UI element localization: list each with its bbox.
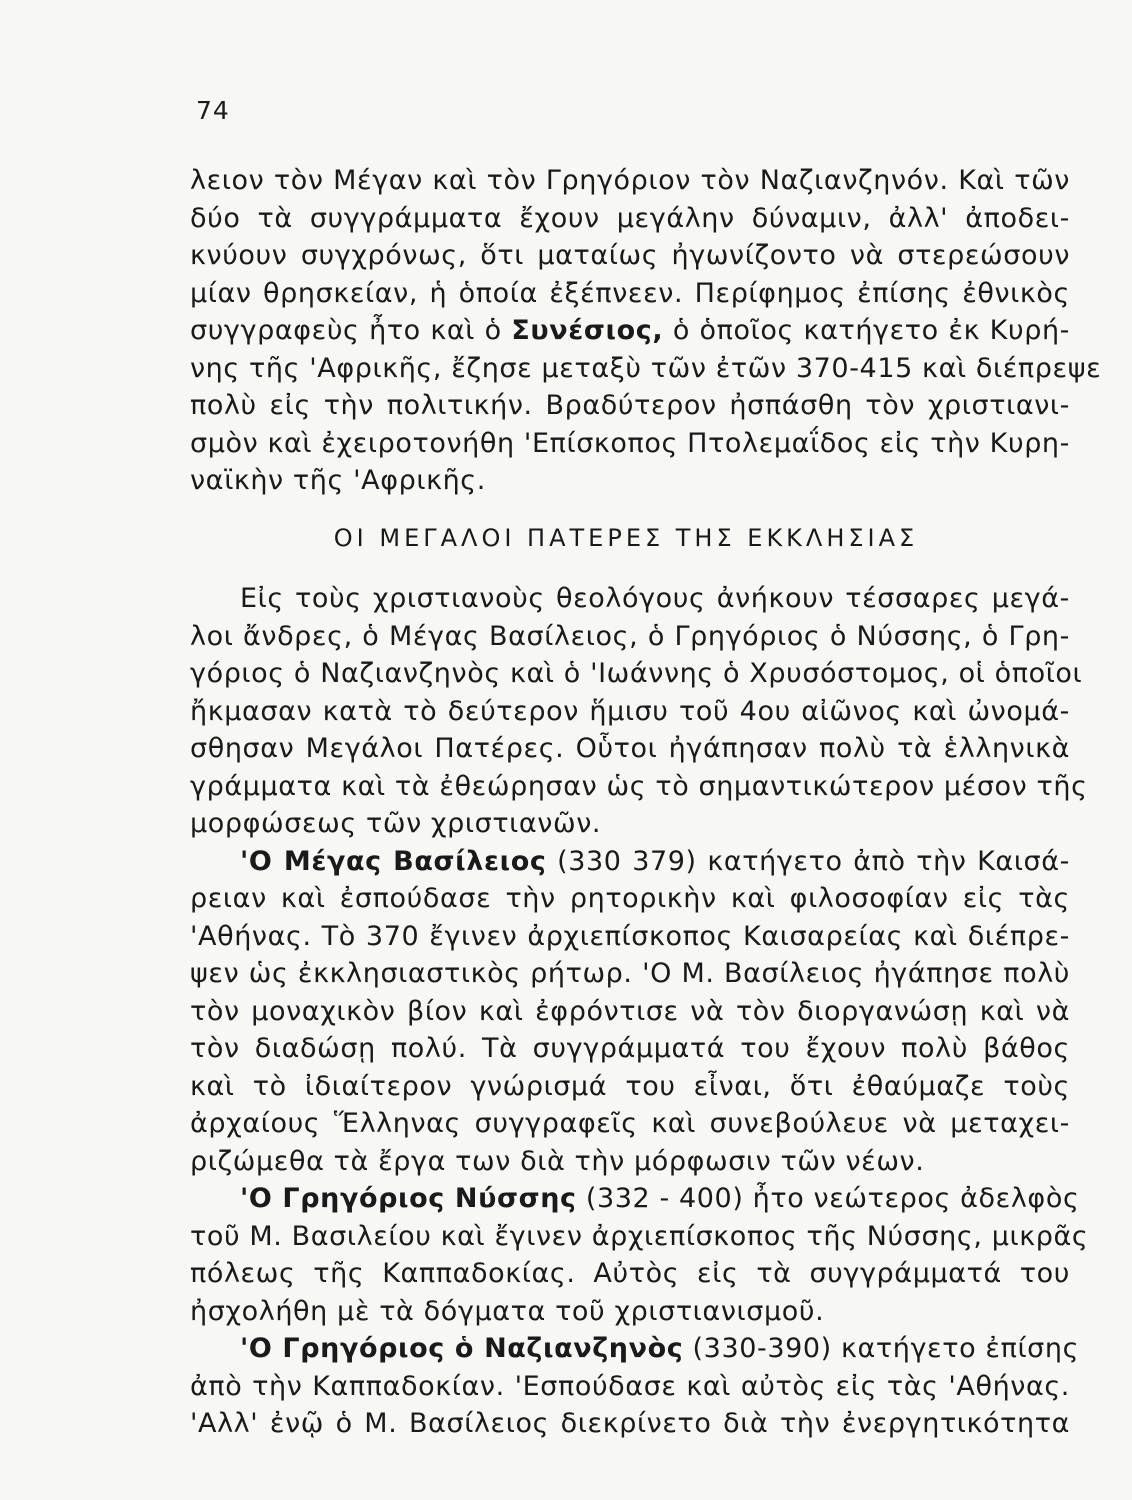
text-fragment: συγγραφεὺς ἦτο καὶ ὁ xyxy=(190,315,502,346)
text-line: λοι ἄνδρες, ὁ Μέγας Βασίλειος, ὁ Γρηγόριος ὁ Νύσσης, ὁ Γρη- xyxy=(190,620,1070,652)
text-fragment: (332 - 400) ἦτο νεώτερος ἀδελφὸς xyxy=(585,1183,1080,1214)
text-line: ρειαν καὶ ἐσπούδασε τὴν ρητορικὴν καὶ φιλοσοφίαν εἰς τὰς xyxy=(190,883,1070,914)
text-line: καὶ τὸ ἰδιαίτερον γνώρισμά του εἶναι, ὅτι ἐθαύμαζε τοὺς xyxy=(190,1070,1070,1102)
text-line: πολὺ εἰς τὴν πολιτικήν. Βραδύτερον ἠσπάσθη τὸν χριστιανι- xyxy=(190,390,1070,421)
intro-paragraph xyxy=(190,162,1102,500)
text-line: ψεν ὡς ἐκκλησιαστικὸς ρήτωρ. 'Ο Μ. Βασίλειος ἠγάπησε πολὺ xyxy=(190,958,1070,989)
text-line: δύο τὰ συγγράμματα ἔχουν μεγάλην δύναμιν, ἀλλ' ἀποδει- xyxy=(190,202,1070,234)
text-line: μορφώσεως τῶν χριστιανῶν. xyxy=(190,808,602,839)
page-number: 74 xyxy=(196,96,230,125)
text-line: ριζώμεθα τὰ ἔργα των διὰ τὴν μόρφωσιν τῶν νέων. xyxy=(190,1145,925,1177)
section-heading: ΟΙ ΜΕΓΑΛΟΙ ΠΑΤΕΡΕΣ ΤΗΣ ΕΚΚΛΗΣΙΑΣ xyxy=(333,524,919,552)
bold-name-nazianzen: 'Ο Γρηγόριος ὁ Ναζιανζηνὸς xyxy=(240,1333,684,1364)
text-line: ἠσχολήθη μὲ τὰ δόγματα τοῦ χριστιανισμοῦ. xyxy=(190,1295,825,1327)
text-line: σμὸν καὶ ἐχειροτονήθη 'Επίσκοπος Πτολεμαΐδος εἰς τὴν Κυρη- xyxy=(190,427,1070,459)
text-line: πόλεως τῆς Καππαδοκίας. Αὐτὸς εἰς τὰ συγγράμματά του xyxy=(190,1258,1070,1289)
bold-name-nyssa: 'Ο Γρηγόριος Νύσσης xyxy=(240,1183,577,1214)
text-line: Εἰς τοὺς χριστιανοὺς θεολόγους ἀνήκουν τέσσαρες μεγά- xyxy=(240,583,1070,614)
text-line: κνύουν συγχρόνως, ὅτι ματαίως ἠγωνίζοντο νὰ στερεώσουν xyxy=(190,240,1070,271)
text-line: τοῦ Μ. Βασιλείου καὶ ἔγινεν ἀρχιεπίσκοπος τῆς Νύσσης, μικρᾶς xyxy=(190,1220,1089,1252)
text-fragment: (330 379) κατήγετο ἀπὸ τὴν Καισά- xyxy=(557,845,1071,877)
text-line: ἀπὸ τὴν Καππαδοκίαν. 'Εσπούδασε καὶ αὐτὸς εἰς τὰς 'Αθήνας. xyxy=(190,1370,1070,1402)
text-line: 'Αλλ' ἐνῷ ὁ Μ. Βασίλειος διεκρίνετο διὰ τὴν ἐνεργητικότητα xyxy=(190,1408,1070,1439)
text-line: ἤκμασαν κατὰ τὸ δεύτερον ἥμισυ τοῦ 4ου αἰῶνος καὶ ὠνομά- xyxy=(190,695,1070,727)
text-line: 'Αθήνας. Τὸ 370 ἔγινεν ἀρχιεπίσκοπος Καισαρείας καὶ διέπρε- xyxy=(190,920,1070,952)
text-line: λειον τὸν Μέγαν καὶ τὸν Γρηγόριον τὸν Ναζιανζηνόν. Καὶ τῶν xyxy=(190,165,1070,196)
text-line: τὸν μοναχικὸν βίον καὶ ἐφρόντισε νὰ τὸν διοργανώσῃ καὶ νὰ xyxy=(190,995,1070,1027)
text-line xyxy=(190,1180,1080,1218)
text-line: γόριος ὁ Ναζιανζηνὸς καὶ ὁ 'Ιωάννης ὁ Χρυσόστομος, οἱ ὁποῖοι xyxy=(190,658,1083,689)
text-fragment: (330-390) κατήγετο ἐπίσης xyxy=(692,1333,1080,1364)
text-line: γράμματα καὶ τὰ ἐθεώρησαν ὡς τὸ σημαντικώτερον μέσον τῆς xyxy=(190,770,1088,802)
text-line: ναϊκὴν τῆς 'Αφρικῆς. xyxy=(190,465,486,496)
text-line: τὸν διαδώσῃ πολύ. Τὰ συγγράμματά του ἔχουν πολὺ βάθος xyxy=(190,1033,1070,1064)
text-line xyxy=(190,1330,1080,1368)
text-line xyxy=(190,312,1070,350)
text-line: ἀρχαίους Ἕλληνας συγγραφεῖς καὶ συνεβούλευε νὰ μεταχει- xyxy=(190,1108,1070,1139)
fathers-paragraph xyxy=(190,580,1089,1443)
text-line: μίαν θρησκείαν, ἡ ὁποία ἐξέπνεεν. Περίφημος ἐπίσης ἐθνικὸς xyxy=(190,277,1070,309)
text-line: νης τῆς 'Αφρικῆς, ἔζησε μεταξὺ τῶν ἐτῶν 370-415 καὶ διέπρεψε xyxy=(190,352,1102,384)
bold-name-synesius: Συνέσιος, xyxy=(511,315,664,346)
bold-name-basil: 'Ο Μέγας Βασίλειος xyxy=(240,845,547,877)
text-line: σθησαν Μεγάλοι Πατέρες. Οὗτοι ἠγάπησαν πολὺ τὰ ἑλληνικὰ xyxy=(190,733,1070,764)
text-line xyxy=(190,843,1070,881)
text-fragment: ὁ ὁποῖος κατήγετο ἐκ Κυρή- xyxy=(672,315,1071,346)
